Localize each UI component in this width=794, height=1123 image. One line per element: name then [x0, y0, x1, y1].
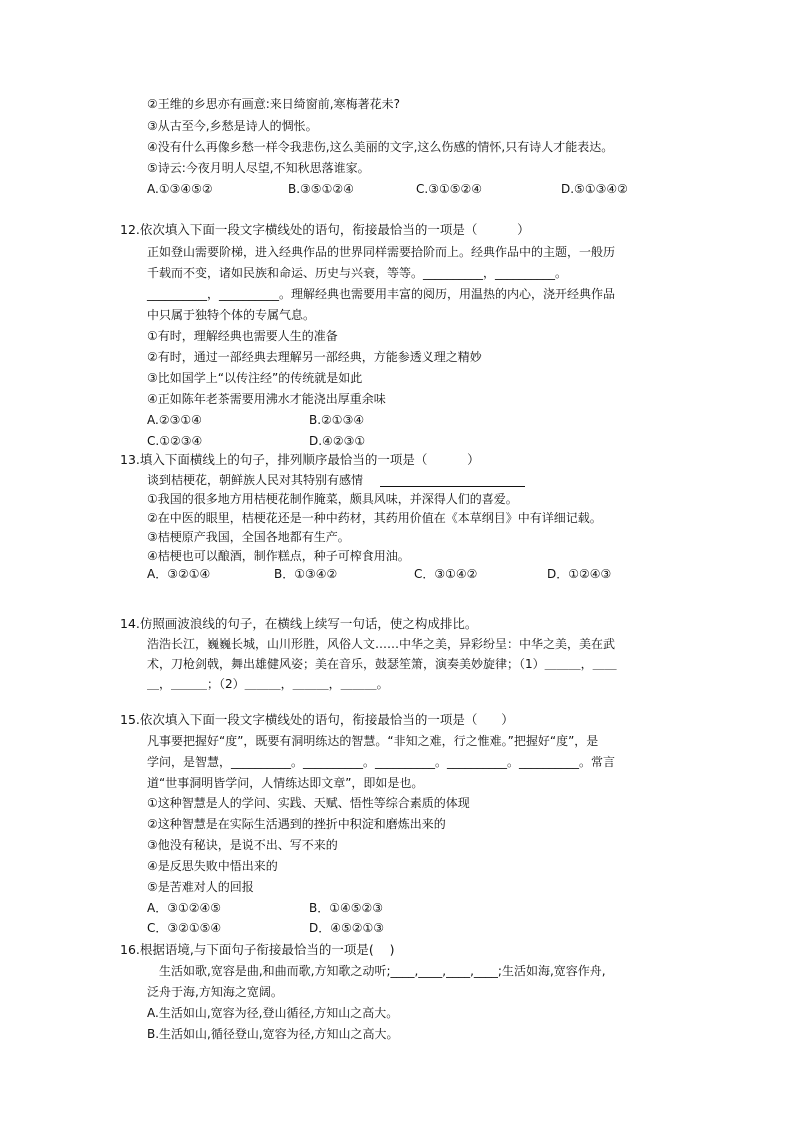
q15-passage-line: 凡事要把握好“度”，既要有洞明练达的智慧。“非知之难，行之惟难。”把握好“度”，是 [147, 734, 599, 748]
prev-item: ⑤诗云:今夜月明人尽望,不知秋思落谁家。 [147, 161, 370, 175]
q12-option-a: A.②③①④ [147, 413, 202, 427]
q13-lead: 谈到桔梗花，朝鲜族人民对其特别有感情 [147, 473, 364, 487]
q12-stem: 12.依次填入下面一段文字横线处的语句，衔接最恰当的一项是（ ） [120, 222, 530, 237]
q12-option-c: C.①②③④ [147, 434, 203, 448]
prev-item: ④没有什么再像乡愁一样令我悲伤,这么美丽的文字,这么伤感的情怀,只有诗人才能表达。 [147, 140, 614, 154]
q12-passage-line: 正如登山需要阶梯，进入经典作品的世界同样需要拾阶而上。经典作品中的主题，一般历 [147, 245, 616, 259]
q12-passage-line: 千载而不变，诸如民族和命运、历史与兴衰，等等。__________，__________。 [147, 266, 568, 280]
q15-item: ④是反思失败中悟出来的 [147, 859, 278, 873]
q13-option-a: A．③②①④ [147, 567, 211, 581]
q15-item: ③他没有秘诀，是说不出、写不来的 [147, 838, 338, 852]
q15-option-c: C．③②①⑤④ [147, 921, 222, 935]
q16-option-a: A.生活如山,宽容为径,登山循径,方知山之高大。 [147, 1006, 399, 1020]
prev-option-b: B.③⑤①②④ [288, 182, 354, 196]
q12-option-b: B.②①③④ [309, 413, 365, 427]
q14-passage-line: 术，刀枪剑戟，舞出雄健风姿；美在音乐，鼓瑟笙箫，演奏美妙旋律；（1）＿＿＿，＿＿ [147, 657, 617, 671]
q13-option-d: D．①②④③ [547, 567, 612, 581]
q12-item: ①有时，理解经典也需要人生的准备 [147, 329, 338, 343]
q13-stem: 13.填入下面横线上的句子，排列顺序最恰当的一项是（ ） [120, 452, 480, 467]
prev-item: ②王维的乡思亦有画意:来日绮窗前,寒梅著花未? [147, 97, 400, 111]
q12-passage-line: __________，__________。理解经典也需要用丰富的阅历，用温热的内心，浇开经典作品 [147, 287, 616, 301]
q15-passage-line: 道“世事洞明皆学问，人情练达即文章”，即如是也。 [147, 776, 424, 790]
q12-option-d: D.④②③① [309, 434, 366, 448]
prev-item: ③从古至今,乡愁是诗人的惆怅。 [147, 119, 318, 133]
prev-option-a: A.①③④⑤② [147, 182, 213, 196]
q15-item: ②这种智慧是在实际生活遇到的挫折中积淀和磨炼出来的 [147, 817, 446, 831]
q13-option-c: C．③①④② [414, 567, 478, 581]
q16-stem: 16.根据语境,与下面句子衔接最恰当的一项是( ) [120, 942, 395, 957]
q16-passage-line: 生活如歌,宽容是曲,和曲而歌,方知歌之动听;____,____,____,____;生活如海,宽容作舟, [159, 964, 606, 978]
q12-passage-line: 中只属于独特个体的专属气息。 [147, 308, 316, 322]
q14-passage-line: 浩浩长江，巍巍长城，山川形胜，风俗人文……中华之美，异彩纷呈：中华之美，美在武 [147, 637, 616, 651]
prev-option-c: C.③①⑤②④ [416, 182, 482, 196]
q13-option-b: B．①③④② [274, 567, 338, 581]
q16-passage-line: 泛舟于海,方知海之宽阔。 [147, 985, 283, 999]
q15-stem: 15.依次填入下面一段文字横线处的语句，衔接最恰当的一项是（ ） [120, 712, 514, 727]
q15-option-d: D．④⑤②①③ [309, 921, 385, 935]
q13-item: ③桔梗原产我国，全国各地都有生产。 [147, 530, 350, 544]
q16-option-b: B.生活如山,循径登山,宽容为径,方知山之高大。 [147, 1027, 399, 1041]
q15-item: ⑤是苦难对人的回报 [147, 880, 254, 894]
q12-item: ②有时，通过一部经典去理解另一部经典，方能参透义理之精妙 [147, 350, 482, 364]
prev-option-d: D.⑤①③④② [561, 182, 628, 196]
q14-passage-line: ＿，＿＿＿；（2）＿＿＿，＿＿＿，＿＿＿。 [147, 677, 389, 691]
q15-passage-line: 学问，是智慧，__________。__________。__________。__________。__________。常言 [147, 755, 616, 769]
q14-stem: 14.仿照画波浪线的句子，在横线上续写一句话，使之构成排比。 [120, 616, 478, 631]
q12-item: ④正如陈年老茶需要用沸水才能浇出厚重余味 [147, 392, 386, 406]
q15-option-a: A．③①②④⑤ [147, 901, 221, 915]
q15-item: ①这种智慧是人的学问、实践、天赋、悟性等综合素质的体现 [147, 796, 470, 810]
q13-blank-line [380, 486, 525, 487]
q13-item: ④桔梗也可以酿酒，制作糕点，种子可榨食用油。 [147, 549, 410, 563]
q15-option-b: B．①④⑤②③ [309, 901, 384, 915]
q12-item: ③比如国学上“以传注经”的传统就是如此 [147, 371, 363, 385]
q13-item: ②在中医的眼里，桔梗花还是一种中药材，其药用价值在《本草纲目》中有详细记载。 [147, 511, 602, 525]
q13-item: ①我国的很多地方用桔梗花制作腌菜，颇具风味，并深得人们的喜爱。 [147, 492, 518, 506]
